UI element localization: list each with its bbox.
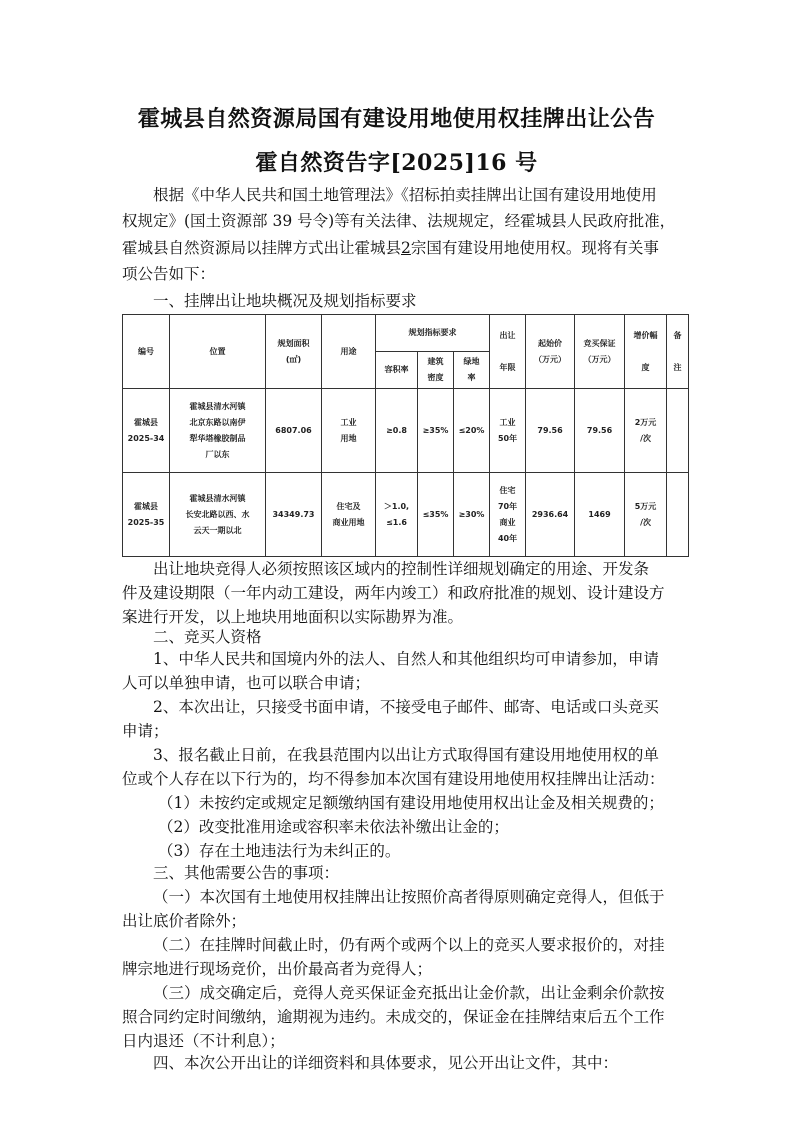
after-table-line-3: 案进行开发，以上地块用地面积以实际勘界为准。 [122,608,464,626]
qualification-1-line-1: 1、中华人民共和国境内外的法人、自然人和其他组织均可申请参加，申请 [153,650,659,668]
section-heading-4: 四、本次公开出让的详细资料和具体要求，见公开出让文件，其中： [153,1054,619,1072]
section-heading-1: 一、挂牌出让地块概况及规划指标要求 [153,292,417,310]
header-location: 位置 [170,315,266,389]
cell-no: 霍城县 2025-34 [123,389,170,473]
section-heading-3: 三、其他需要公告的事项： [153,864,340,882]
other-item-1-line-2: 出让底价者除外； [122,912,247,930]
header-deposit: 竞买保证 （万元） [575,315,625,389]
cell-term: 工业 50年 [490,389,526,473]
cell-location: 霍城县清水河镇 长安北路以西、水 云天一期以北 [170,473,266,557]
intro-line-3: 霍城县自然资源局以挂牌方式出让霍城县2宗国有建设用地使用权。现将有关事 [122,239,659,257]
cell-far: ≥0.8 [376,389,418,473]
cell-note [667,473,689,557]
other-item-3-line-2: 照合同约定时间缴纳，逾期视为违约。未成交的，保证金在挂牌结束后五个工作 [122,1008,665,1026]
table-row [123,473,689,557]
qualification-2-line-2: 申请； [122,722,169,740]
cell-start-price: 2936.64 [526,473,575,557]
cell-green: ≤20% [454,389,490,473]
document-title: 霍城县自然资源局国有建设用地使用权挂牌出让公告 [137,106,656,132]
header-indicators: 规划指标要求 [376,315,490,352]
cell-deposit: 79.56 [575,389,625,473]
qualification-1-line-2: 人可以单独申请，也可以联合申请； [122,674,371,692]
other-item-3-line-3: 日内退还（不计利息）； [122,1032,285,1050]
table-row [123,389,689,473]
cell-term: 住宅 70年 商业 40年 [490,473,526,557]
parcel-count: 2 [401,239,411,257]
other-item-3-line-1: （三）成交确定后，竞得人竞买保证金充抵出让金价款，出让金剩余价款按 [153,984,665,1002]
cell-deposit: 1469 [575,473,625,557]
header-use: 用途 [322,315,376,389]
header-increment: 增价幅 度 [625,315,667,389]
qualification-3-item-3: （3）存在土地违法行为未纠正的。 [158,842,401,860]
qualification-3-item-2: （2）改变批准用途或容积率未依法补缴出让金的； [158,818,509,836]
qualification-3-item-1: （1）未按约定或规定足额缴纳国有建设用地使用权出让金及相关规费的； [158,794,664,812]
after-table-line-2: 件及建设期限（一年内动工建设，两年内竣工）和政府批准的规划、设计建设方 [122,584,665,602]
other-item-2-line-1: （二）在挂牌时间截止时，仍有两个或两个以上的竞买人要求报价的，对挂 [153,936,665,954]
header-no: 编号 [123,315,170,389]
header-start-price: 起始价 （万元） [526,315,575,389]
document-number: 霍自然资告字[2025]16 号 [255,150,538,176]
cell-use: 工业 用地 [322,389,376,473]
cell-green: ≥30% [454,473,490,557]
header-green: 绿地 率 [454,352,490,389]
cell-location: 霍城县清水河镇 北京东路以南伊 犁华塔橡胶制品 厂以东 [170,389,266,473]
other-item-1-line-1: （一）本次国有土地使用权挂牌出让按照价高者得原则确定竞得人，但低于 [153,888,665,906]
header-note: 备 注 [667,315,689,389]
intro-line-2: 权规定》(国土资源部 39 号令)等有关法律、法规规定，经霍城县人民政府批准， [122,212,676,230]
parcel-table [122,314,689,557]
intro-line-4: 项公告如下： [122,265,216,283]
section-heading-2: 二、竞买人资格 [153,628,262,646]
cell-far: ＞1.0, ≤1.6 [376,473,418,557]
qualification-2-line-1: 2、本次出让，只接受书面申请，不接受电子邮件、邮寄、电话或口头竞买 [153,698,659,716]
header-term: 出让 年限 [490,315,526,389]
cell-start-price: 79.56 [526,389,575,473]
cell-area: 34349.73 [266,473,322,557]
cell-no: 霍城县 2025-35 [123,473,170,557]
cell-density: ≤35% [418,473,454,557]
header-area: 规划面积 (㎡) [266,315,322,389]
after-table-line-1: 出让地块竞得人必须按照该区域内的控制性详细规划确定的用途、开发条 [153,560,650,578]
cell-density: ≥35% [418,389,454,473]
cell-use: 住宅及 商业用地 [322,473,376,557]
header-far: 容积率 [376,352,418,389]
qualification-3-line-1: 3、报名截止日前，在我县范围内以出让方式取得国有建设用地使用权的单 [153,746,659,764]
intro-line-1: 根据《中华人民共和国土地管理法》《招标拍卖挂牌出让国有建设用地使用 [153,186,657,204]
other-item-2-line-2: 牌宗地进行现场竞价，出价最高者为竞得人； [122,960,433,978]
cell-note [667,389,689,473]
header-density: 建筑 密度 [418,352,454,389]
cell-area: 6807.06 [266,389,322,473]
cell-increment: 2万元 /次 [625,389,667,473]
cell-increment: 5万元 /次 [625,473,667,557]
qualification-3-line-2: 位或个人存在以下行为的，均不得参加本次国有建设用地使用权挂牌出让活动： [122,770,665,788]
